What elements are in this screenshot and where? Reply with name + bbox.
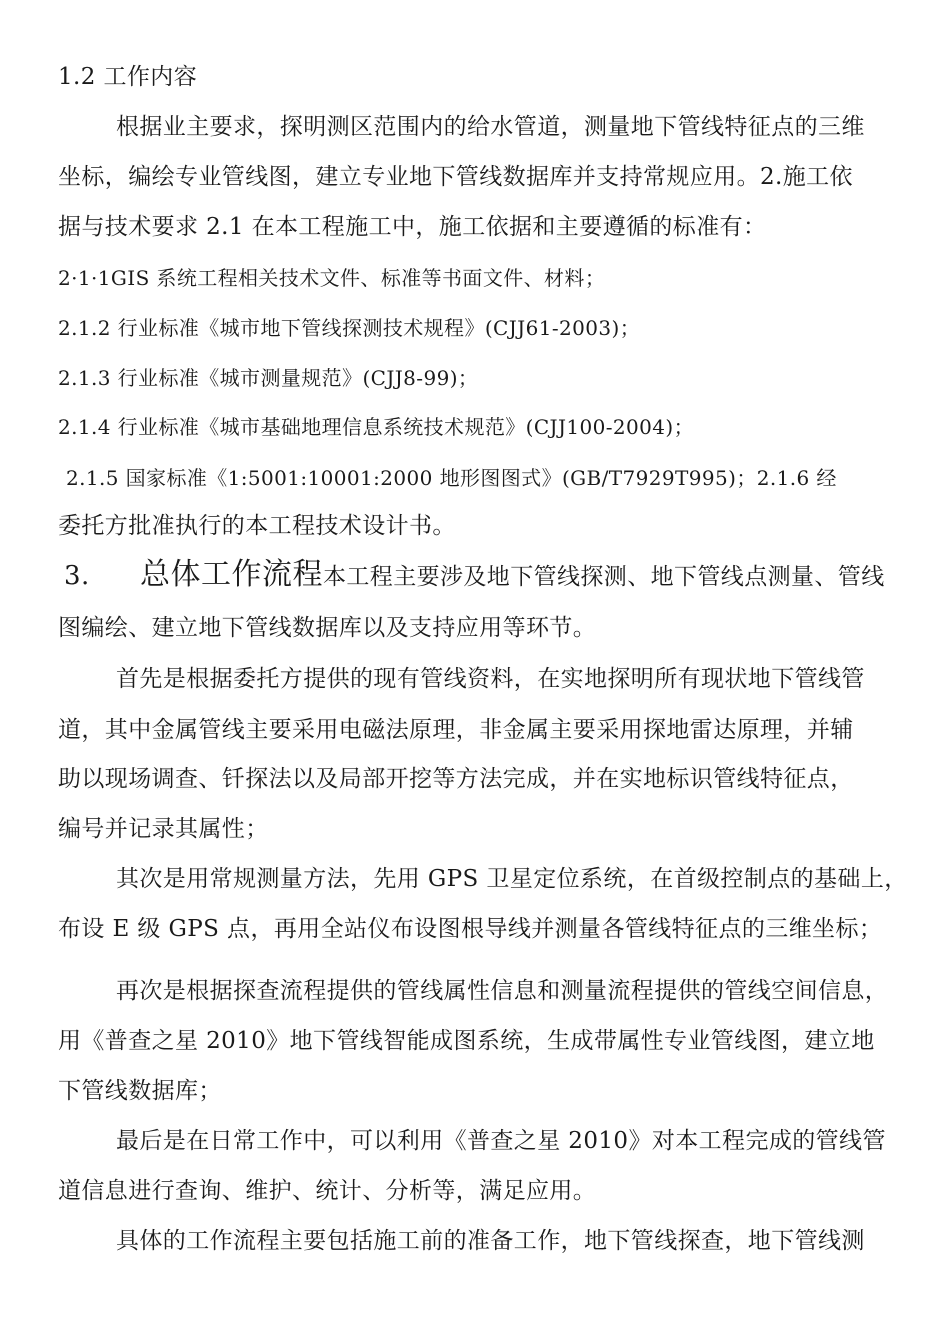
paragraph-2-line-4: 编号并记录其属性；	[58, 816, 269, 842]
paragraph-6-line-1: 具体的工作流程主要包括施工前的准备工作，地下管线探查，地下管线测	[116, 1228, 865, 1254]
paragraph-4-line-1: 再次是根据探查流程提供的管线属性信息和测量流程提供的管线空间信息，	[116, 978, 889, 1004]
standard-item-4: 2.1.4 行业标准《城市基础地理信息系统技术规范》(CJJ100-2004)；	[58, 415, 695, 439]
paragraph-5-line-2: 道信息进行查询、维护、统计、分析等，满足应用。	[58, 1178, 597, 1204]
paragraph-1-line-1: 根据业主要求，探明测区范围内的给水管道，测量地下管线特征点的三维	[116, 114, 865, 140]
paragraph-3-line-2: 布设 E 级 GPS 点，再用全站仪布设图根导线并测量各管线特征点的三维坐标；	[58, 916, 883, 942]
standard-item-5-line-2: 委托方批准执行的本工程技术设计书。	[58, 513, 456, 539]
section-3-title: 总体工作流程	[140, 557, 323, 592]
paragraph-4-line-3: 下管线数据库；	[58, 1078, 222, 1104]
section-1-2-heading: 1.2 工作内容	[58, 64, 198, 90]
standard-item-2: 2.1.2 行业标准《城市地下管线探测技术规程》(CJJ61-2003)；	[58, 316, 641, 340]
paragraph-4-line-2: 用《普查之星 2010》地下管线智能成图系统，生成带属性专业管线图，建立地	[58, 1028, 875, 1054]
section-3-text: 本工程主要涉及地下管线探测、地下管线点测量、管线	[323, 564, 885, 590]
standard-item-5-line-1: 2.1.5 国家标准《1:5001:10001:2000 地形图图式》(GB/T7929T995)；2.1.6 经	[66, 466, 837, 490]
paragraph-1-line-3: 据与技术要求 2.1 在本工程施工中，施工依据和主要遵循的标准有：	[58, 214, 767, 240]
paragraph-2-line-2: 道，其中金属管线主要采用电磁法原理，非金属主要采用探地雷达原理，并辅	[58, 717, 854, 743]
paragraph-1-line-2: 坐标，编绘专业管线图，建立专业地下管线数据库并支持常规应用。2.施工依	[58, 164, 853, 190]
standard-item-1: 2·1·1GIS 系统工程相关技术文件、标准等书面文件、材料；	[58, 266, 606, 290]
paragraph-3-line-1: 其次是用常规测量方法，先用 GPS 卫星定位系统，在首级控制点的基础上，	[116, 866, 908, 892]
paragraph-2-line-3: 助以现场调查、钎探法以及局部开挖等方法完成，并在实地标识管线特征点，	[58, 766, 854, 792]
section-3-line-1	[64, 557, 885, 592]
standard-item-3: 2.1.3 行业标准《城市测量规范》(CJJ8-99)；	[58, 366, 479, 390]
paragraph-5-line-1: 最后是在日常工作中，可以利用《普查之星 2010》对本工程完成的管线管	[116, 1128, 886, 1154]
section-3-number: 3.	[64, 561, 90, 591]
section-3-line-2: 图编绘、建立地下管线数据库以及支持应用等环节。	[58, 615, 597, 641]
paragraph-2-line-1: 首先是根据委托方提供的现有管线资料，在实地探明所有现状地下管线管	[116, 666, 865, 692]
